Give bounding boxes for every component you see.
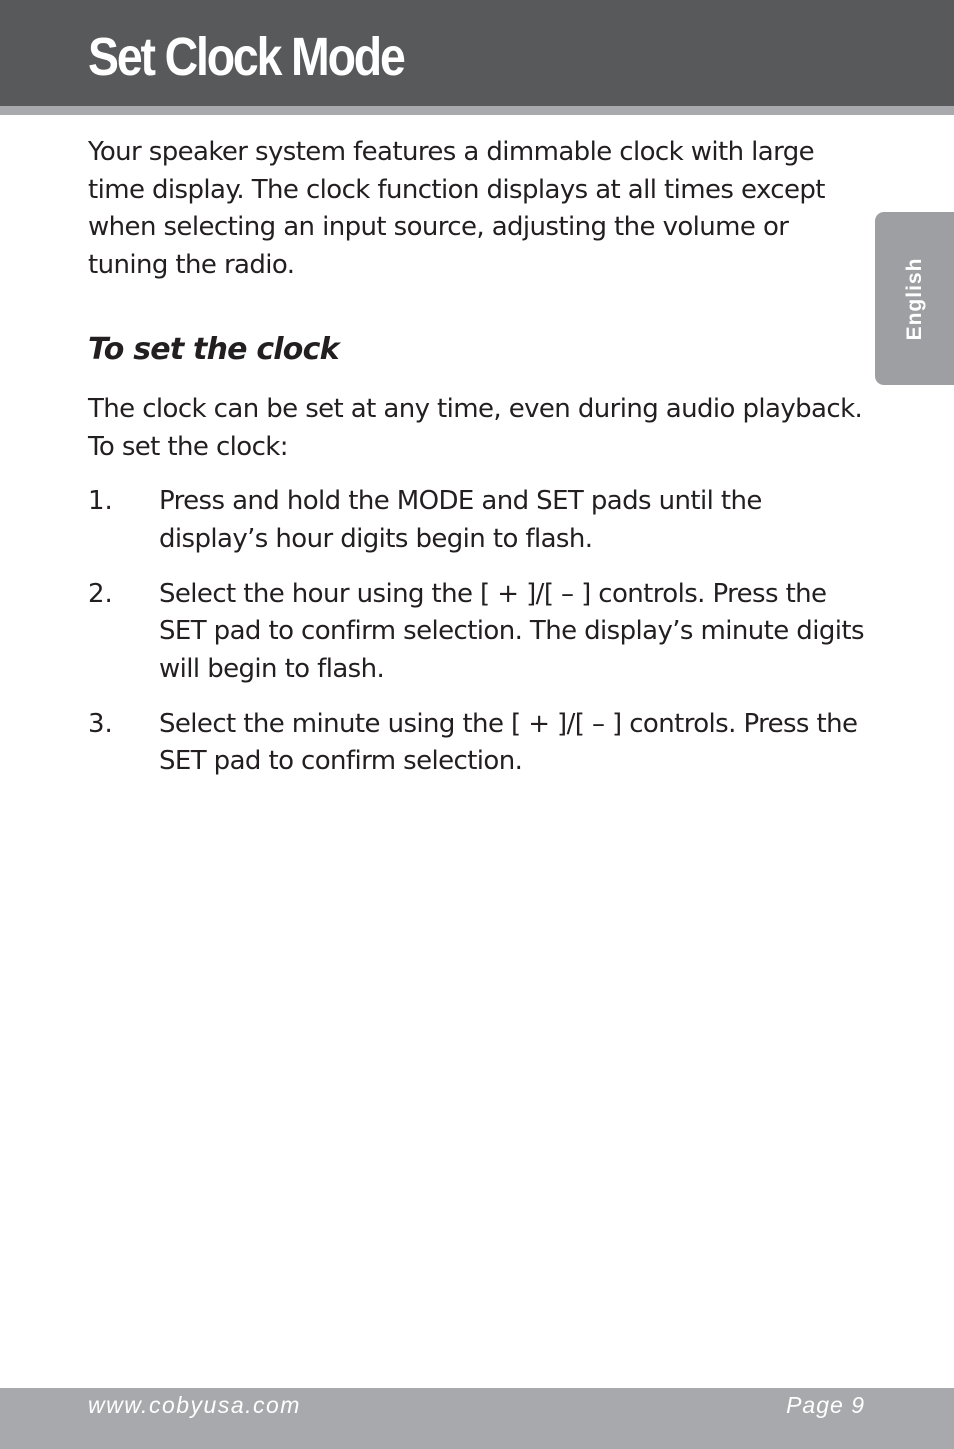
language-tab (875, 212, 954, 385)
step-number: 1. (88, 486, 113, 517)
steps-list (88, 483, 868, 781)
section-lead-paragraph: The clock can be set at any time, even during audio playback. To set the clock: (88, 393, 863, 462)
section-heading: To set the clock (88, 331, 339, 367)
intro-paragraph: Your speaker system features a dimmable clock with large time display. The clock function displays at all times except when selecting an input source, adjusting the volume or tuning the radio. (88, 137, 825, 281)
footer-url: www.cobyusa.com (88, 1392, 301, 1418)
step-text: Select the hour using the [ + ]/[ – ] controls. Press the SET pad to confirm selection. The display’s minute digits will begin to flash. (159, 578, 864, 685)
header-rule (0, 106, 954, 115)
step-number: 2. (88, 578, 113, 609)
page-title: Set Clock Mode (88, 27, 404, 87)
footer-bar (0, 1388, 954, 1449)
step-number: 3. (88, 708, 113, 739)
step-item (88, 576, 868, 689)
step-item (88, 483, 868, 558)
page-number: Page 9 (786, 1392, 865, 1418)
main-content (88, 134, 868, 798)
language-tab-label: English (902, 257, 926, 340)
step-text: Select the minute using the [ + ]/[ – ] controls. Press the SET pad to confirm selection. (159, 708, 858, 777)
header-bar (0, 0, 954, 106)
step-text: Press and hold the MODE and SET pads until the display’s hour digits begin to flash. (159, 486, 762, 554)
step-item (88, 706, 868, 781)
